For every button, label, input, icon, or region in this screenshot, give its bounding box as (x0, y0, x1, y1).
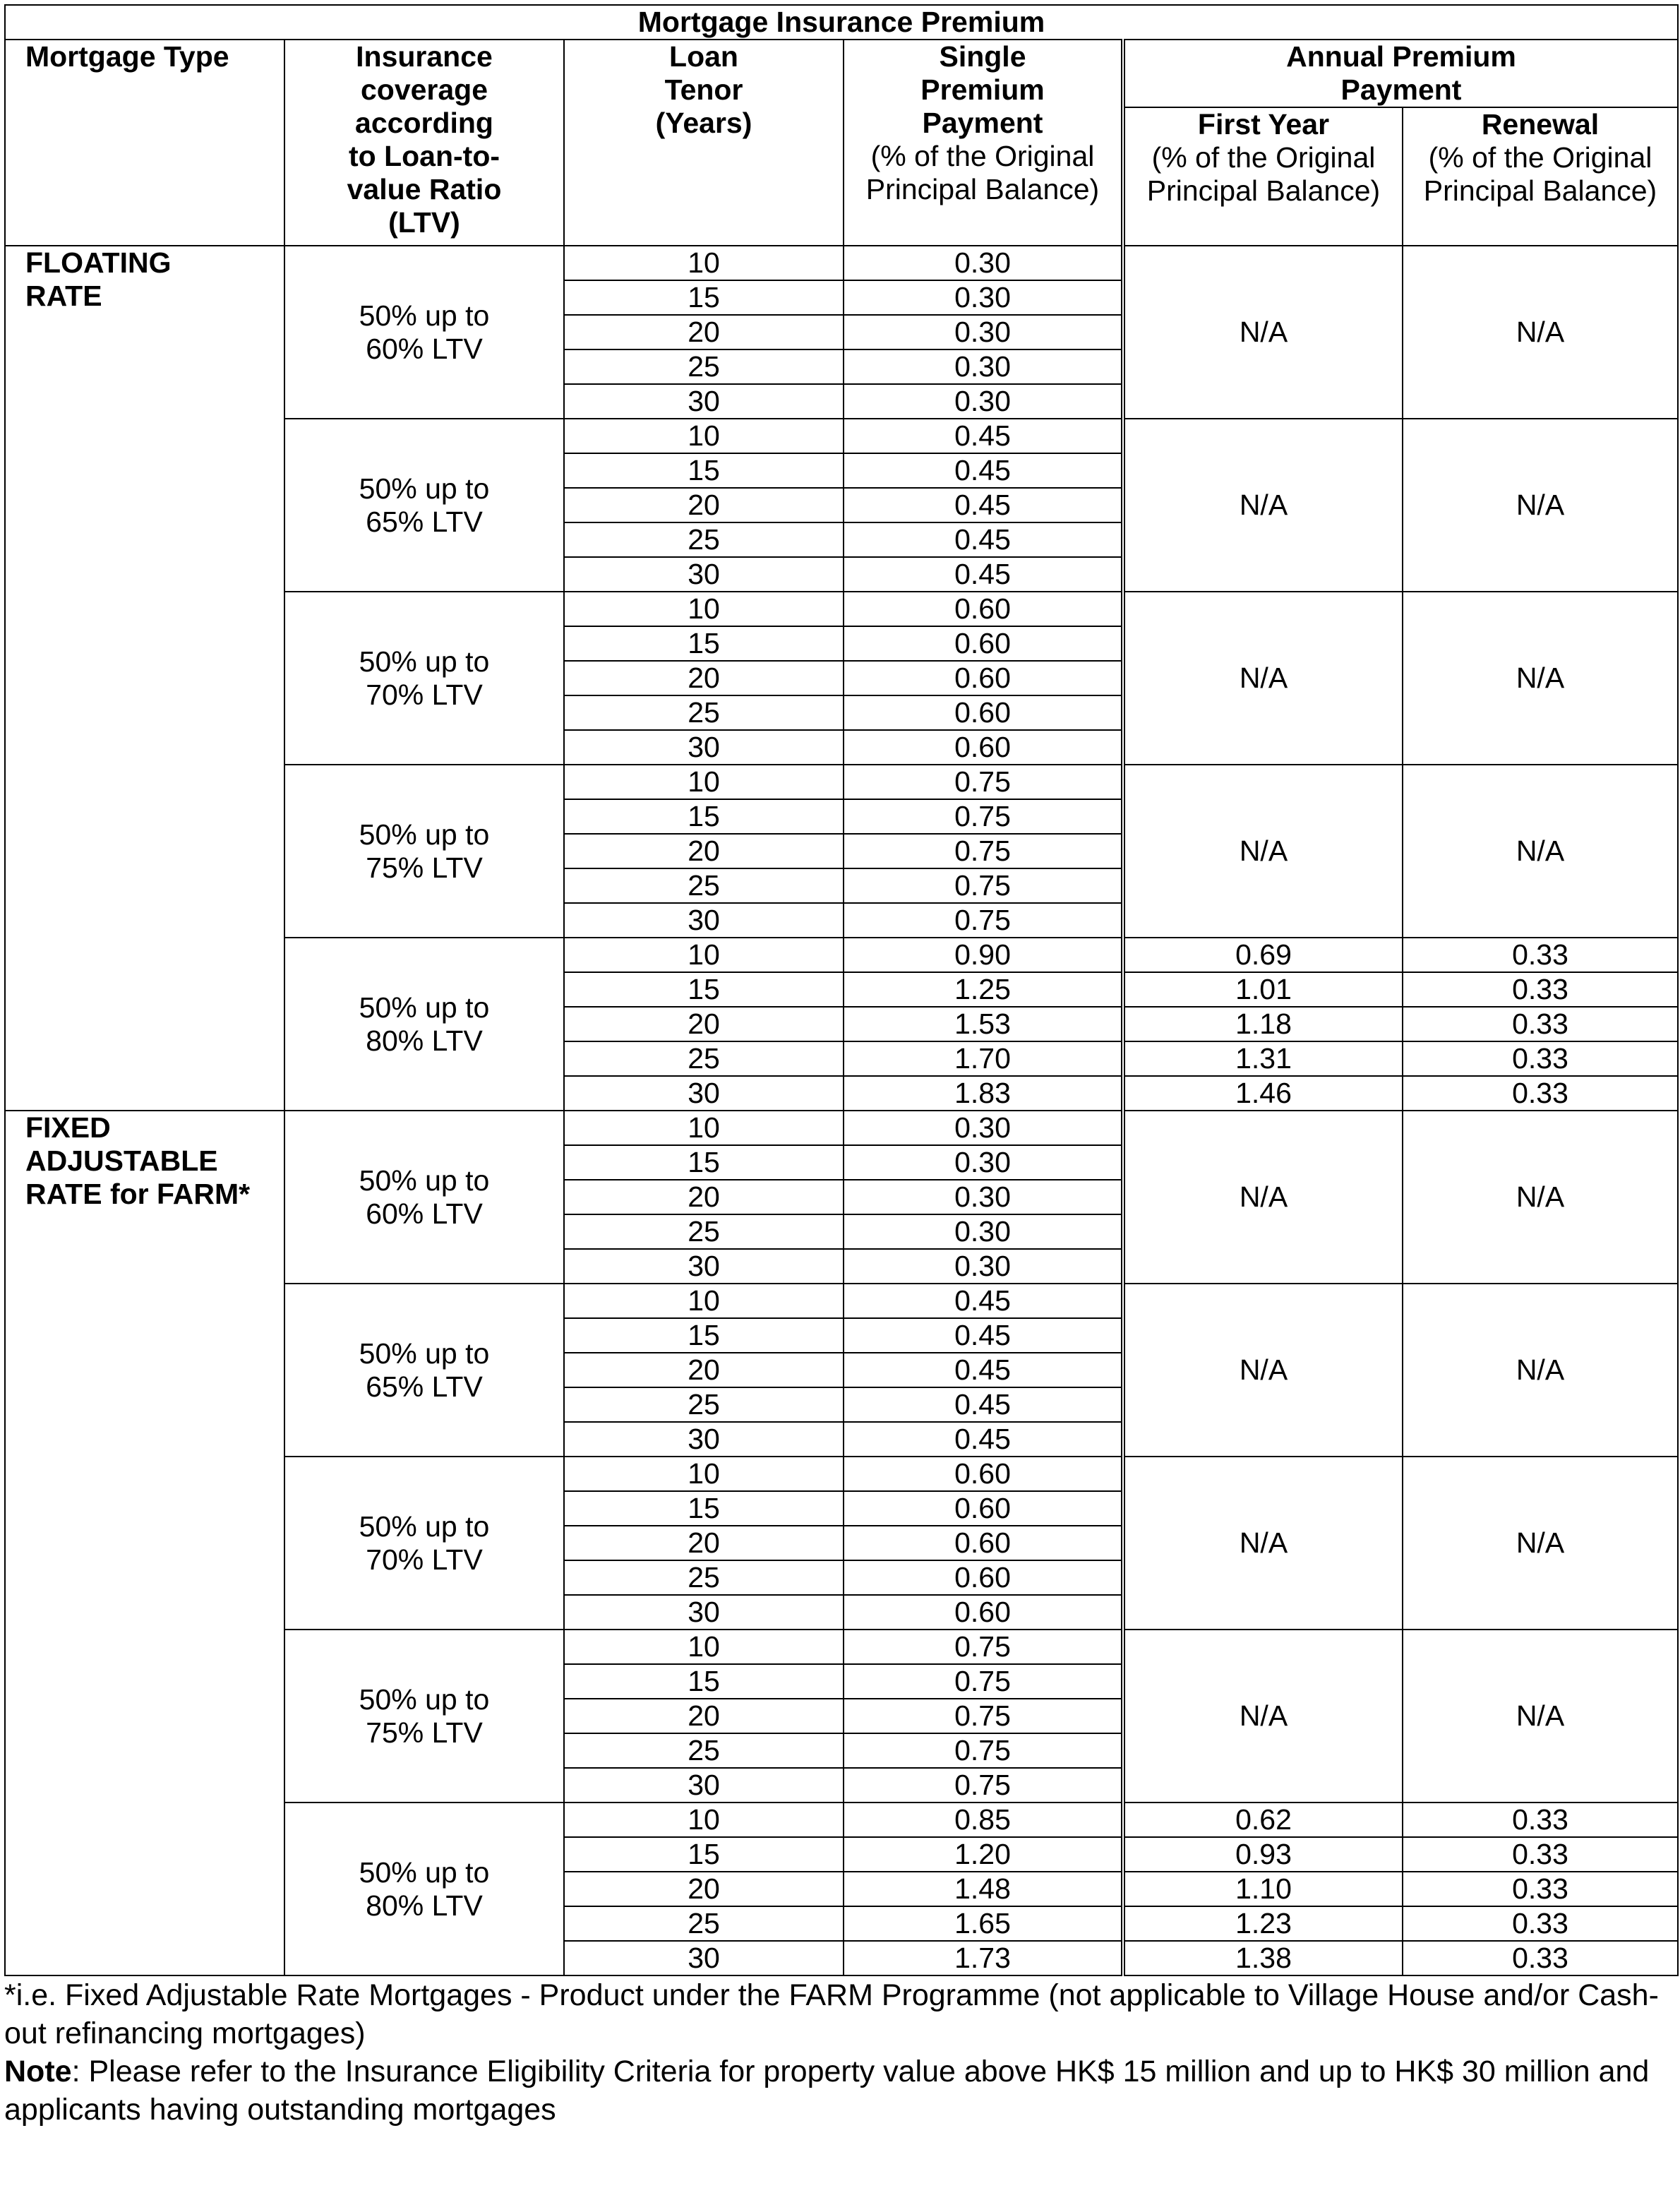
single-premium-cell: 1.83 (844, 1076, 1123, 1111)
single-premium-cell: 0.45 (844, 557, 1123, 592)
header-mortgage-type: Mortgage Type (5, 40, 284, 246)
single-premium-cell: 0.60 (844, 1491, 1123, 1526)
single-premium-cell: 1.73 (844, 1941, 1123, 1975)
single-premium-cell: 1.20 (844, 1837, 1123, 1872)
single-premium-cell: 0.60 (844, 626, 1123, 661)
first-year-cell: 1.38 (1123, 1941, 1403, 1975)
renewal-cell: 0.33 (1403, 1837, 1678, 1872)
loan-tenor-cell: 25 (564, 1041, 844, 1076)
renewal-cell: N/A (1403, 592, 1678, 765)
single-premium-cell: 0.45 (844, 1284, 1123, 1318)
single-premium-cell: 0.30 (844, 1180, 1123, 1214)
single-premium-cell: 0.60 (844, 1595, 1123, 1630)
premium-table (4, 4, 1679, 1976)
loan-tenor-cell: 15 (564, 453, 844, 488)
single-premium-cell: 1.70 (844, 1041, 1123, 1076)
loan-tenor-cell: 25 (564, 522, 844, 557)
single-premium-cell: 0.45 (844, 1422, 1123, 1457)
single-premium-cell: 0.75 (844, 1630, 1123, 1664)
renewal-cell: 0.33 (1403, 1941, 1678, 1975)
single-premium-cell: 0.75 (844, 765, 1123, 799)
footnote: *i.e. Fixed Adjustable Rate Mortgages - Product under the FARM Programme (not applicable to Village House and/or Cash-out refinancing mortgages) (4, 1978, 1659, 2050)
mortgage-type-cell: FIXED ADJUSTABLE RATE for FARM* (5, 1111, 284, 1975)
single-premium-cell: 0.60 (844, 695, 1123, 730)
ltv-cell: 50% up to 80% LTV (284, 938, 564, 1111)
single-premium-cell: 1.48 (844, 1872, 1123, 1906)
single-premium-cell: 1.65 (844, 1906, 1123, 1941)
loan-tenor-cell: 20 (564, 1007, 844, 1041)
single-premium-cell: 1.25 (844, 972, 1123, 1007)
renewal-cell: N/A (1403, 1111, 1678, 1284)
first-year-cell: 1.31 (1123, 1041, 1403, 1076)
loan-tenor-cell: 10 (564, 765, 844, 799)
loan-tenor-cell: 10 (564, 1630, 844, 1664)
loan-tenor-cell: 25 (564, 1387, 844, 1422)
loan-tenor-cell: 10 (564, 1284, 844, 1318)
loan-tenor-cell: 10 (564, 1803, 844, 1837)
loan-tenor-cell: 20 (564, 1353, 844, 1387)
single-premium-cell: 0.45 (844, 1353, 1123, 1387)
loan-tenor-cell: 30 (564, 1422, 844, 1457)
loan-tenor-cell: 20 (564, 1699, 844, 1733)
header-annual-premium: Annual Premium Payment (1123, 40, 1678, 107)
loan-tenor-cell: 20 (564, 1526, 844, 1560)
renewal-cell: 0.33 (1403, 1007, 1678, 1041)
loan-tenor-cell: 10 (564, 1457, 844, 1491)
loan-tenor-cell: 30 (564, 1595, 844, 1630)
single-premium-cell: 0.60 (844, 661, 1123, 695)
first-year-cell: 0.69 (1123, 938, 1403, 972)
ltv-cell: 50% up to 70% LTV (284, 1457, 564, 1630)
single-premium-cell: 0.30 (844, 246, 1123, 280)
single-premium-cell: 0.75 (844, 903, 1123, 938)
single-premium-cell: 0.75 (844, 1768, 1123, 1803)
ltv-cell: 50% up to 65% LTV (284, 1284, 564, 1457)
document (4, 4, 1677, 2129)
loan-tenor-cell: 20 (564, 1180, 844, 1214)
renewal-cell: 0.33 (1403, 938, 1678, 972)
single-premium-cell: 0.75 (844, 1699, 1123, 1733)
first-year-cell: 1.10 (1123, 1872, 1403, 1906)
single-premium-cell: 1.53 (844, 1007, 1123, 1041)
note-label: Note (4, 2055, 72, 2088)
ltv-cell: 50% up to 60% LTV (284, 1111, 564, 1284)
single-premium-cell: 0.60 (844, 1526, 1123, 1560)
table-row (5, 1111, 1678, 1145)
renewal-cell: N/A (1403, 765, 1678, 938)
loan-tenor-cell: 15 (564, 799, 844, 834)
single-premium-cell: 0.30 (844, 349, 1123, 384)
ltv-cell: 50% up to 65% LTV (284, 419, 564, 592)
first-year-cell: 1.23 (1123, 1906, 1403, 1941)
loan-tenor-cell: 10 (564, 592, 844, 626)
first-year-cell: N/A (1123, 765, 1403, 938)
loan-tenor-cell: 15 (564, 1837, 844, 1872)
loan-tenor-cell: 30 (564, 730, 844, 765)
first-year-cell: N/A (1123, 246, 1403, 419)
first-year-cell: N/A (1123, 419, 1403, 592)
loan-tenor-cell: 15 (564, 1145, 844, 1180)
single-premium-cell: 0.30 (844, 1249, 1123, 1284)
renewal-cell: 0.33 (1403, 972, 1678, 1007)
single-premium-cell: 0.45 (844, 1387, 1123, 1422)
single-premium-cell: 0.45 (844, 488, 1123, 522)
first-year-cell: N/A (1123, 1284, 1403, 1457)
renewal-cell: 0.33 (1403, 1803, 1678, 1837)
loan-tenor-cell: 20 (564, 315, 844, 349)
renewal-cell: N/A (1403, 1630, 1678, 1803)
single-premium-cell: 0.30 (844, 1111, 1123, 1145)
single-premium-cell: 0.60 (844, 592, 1123, 626)
first-year-cell: N/A (1123, 1457, 1403, 1630)
loan-tenor-cell: 30 (564, 384, 844, 419)
loan-tenor-cell: 20 (564, 661, 844, 695)
header-loan-tenor: Loan Tenor (Years) (564, 40, 844, 246)
loan-tenor-cell: 25 (564, 349, 844, 384)
renewal-cell: N/A (1403, 1457, 1678, 1630)
table-title: Mortgage Insurance Premium (5, 5, 1678, 40)
single-premium-cell: 0.60 (844, 730, 1123, 765)
first-year-cell: 0.62 (1123, 1803, 1403, 1837)
mortgage-type-cell: FLOATING RATE (5, 246, 284, 1111)
loan-tenor-cell: 20 (564, 834, 844, 868)
single-premium-cell: 0.30 (844, 384, 1123, 419)
single-premium-cell: 0.45 (844, 419, 1123, 453)
single-premium-cell: 0.60 (844, 1560, 1123, 1595)
footer (4, 1976, 1677, 2129)
first-year-cell: N/A (1123, 1630, 1403, 1803)
first-year-cell: N/A (1123, 1111, 1403, 1284)
single-premium-cell: 0.30 (844, 315, 1123, 349)
loan-tenor-cell: 10 (564, 246, 844, 280)
note (4, 2052, 1677, 2129)
loan-tenor-cell: 15 (564, 972, 844, 1007)
ltv-cell: 50% up to 80% LTV (284, 1803, 564, 1975)
renewal-cell: N/A (1403, 246, 1678, 419)
loan-tenor-cell: 25 (564, 1906, 844, 1941)
first-year-cell: 1.18 (1123, 1007, 1403, 1041)
renewal-cell: N/A (1403, 1284, 1678, 1457)
loan-tenor-cell: 30 (564, 1076, 844, 1111)
loan-tenor-cell: 25 (564, 1733, 844, 1768)
table-body (5, 246, 1678, 1975)
loan-tenor-cell: 30 (564, 1249, 844, 1284)
single-premium-cell: 0.90 (844, 938, 1123, 972)
first-year-cell: 1.01 (1123, 972, 1403, 1007)
header-renewal: Renewal (% of the Original Principal Balance) (1403, 107, 1678, 246)
single-premium-cell: 0.85 (844, 1803, 1123, 1837)
loan-tenor-cell: 30 (564, 557, 844, 592)
loan-tenor-cell: 10 (564, 419, 844, 453)
header-first-year: First Year (% of the Original Principal Balance) (1123, 107, 1403, 246)
single-premium-cell: 0.30 (844, 1214, 1123, 1249)
loan-tenor-cell: 10 (564, 938, 844, 972)
loan-tenor-cell: 15 (564, 1664, 844, 1699)
loan-tenor-cell: 25 (564, 868, 844, 903)
single-premium-cell: 0.45 (844, 453, 1123, 488)
table-row (5, 246, 1678, 280)
loan-tenor-cell: 30 (564, 1941, 844, 1975)
loan-tenor-cell: 30 (564, 1768, 844, 1803)
loan-tenor-cell: 25 (564, 695, 844, 730)
ltv-cell: 50% up to 60% LTV (284, 246, 564, 419)
single-premium-cell: 0.75 (844, 1733, 1123, 1768)
single-premium-cell: 0.45 (844, 522, 1123, 557)
loan-tenor-cell: 30 (564, 903, 844, 938)
loan-tenor-cell: 20 (564, 1872, 844, 1906)
ltv-cell: 50% up to 70% LTV (284, 592, 564, 765)
first-year-cell: 0.93 (1123, 1837, 1403, 1872)
renewal-cell: 0.33 (1403, 1076, 1678, 1111)
single-premium-cell: 0.75 (844, 834, 1123, 868)
single-premium-cell: 0.30 (844, 1145, 1123, 1180)
loan-tenor-cell: 15 (564, 1318, 844, 1353)
loan-tenor-cell: 20 (564, 488, 844, 522)
renewal-cell: 0.33 (1403, 1906, 1678, 1941)
note-text: : Please refer to the Insurance Eligibility Criteria for property value above HK$ 15 million and up to HK$ 30 million and applicants having outstanding mortgages (4, 2055, 1650, 2127)
header-single-premium: Single Premium Payment (% of the Original Principal Balance) (844, 40, 1123, 246)
ltv-cell: 50% up to 75% LTV (284, 1630, 564, 1803)
loan-tenor-cell: 15 (564, 626, 844, 661)
loan-tenor-cell: 25 (564, 1214, 844, 1249)
loan-tenor-cell: 25 (564, 1560, 844, 1595)
renewal-cell: 0.33 (1403, 1872, 1678, 1906)
loan-tenor-cell: 10 (564, 1111, 844, 1145)
single-premium-cell: 0.30 (844, 280, 1123, 315)
loan-tenor-cell: 15 (564, 280, 844, 315)
single-premium-cell: 0.75 (844, 1664, 1123, 1699)
renewal-cell: 0.33 (1403, 1041, 1678, 1076)
renewal-cell: N/A (1403, 419, 1678, 592)
single-premium-cell: 0.60 (844, 1457, 1123, 1491)
loan-tenor-cell: 15 (564, 1491, 844, 1526)
single-premium-cell: 0.75 (844, 799, 1123, 834)
header-coverage: Insurance coverage according to Loan-to- value Ratio (LTV) (284, 40, 564, 246)
ltv-cell: 50% up to 75% LTV (284, 765, 564, 938)
single-premium-cell: 0.45 (844, 1318, 1123, 1353)
single-premium-cell: 0.75 (844, 868, 1123, 903)
first-year-cell: N/A (1123, 592, 1403, 765)
first-year-cell: 1.46 (1123, 1076, 1403, 1111)
